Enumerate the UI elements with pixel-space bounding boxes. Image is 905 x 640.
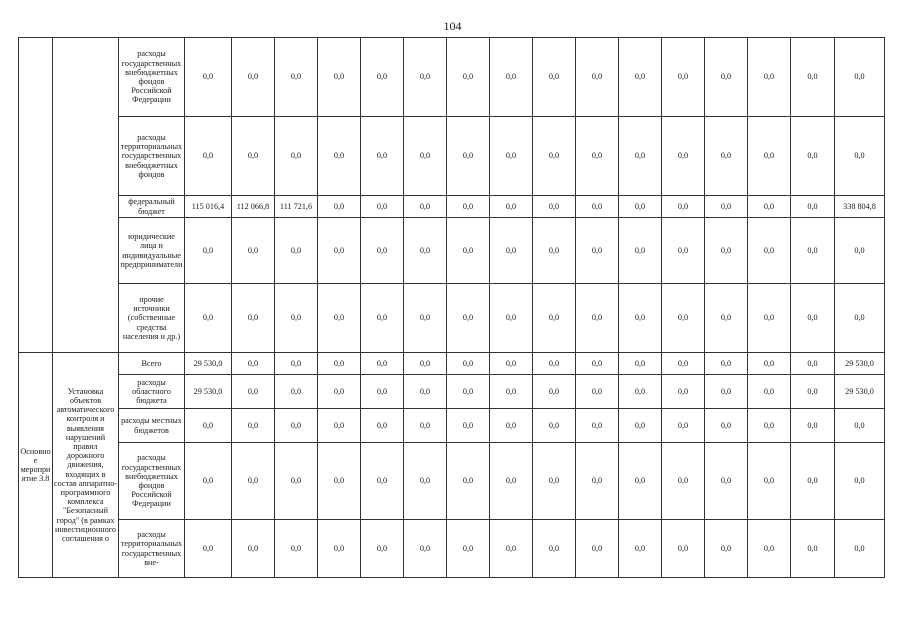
funding-source-cell: прочие источники (собственные средства населения и др.): [119, 284, 185, 353]
value-cell: 0,0: [232, 409, 275, 443]
funding-source-cell: Всего: [119, 353, 185, 375]
value-cell: 0,0: [361, 375, 404, 409]
value-cell: 0,0: [404, 117, 447, 196]
value-cell: 0,0: [185, 117, 232, 196]
value-cell: 0,0: [361, 443, 404, 520]
value-cell: 0,0: [576, 520, 619, 578]
table-row: [19, 117, 885, 196]
value-cell: 0,0: [662, 38, 705, 117]
value-cell: 0,0: [748, 443, 791, 520]
value-cell: 0,0: [361, 218, 404, 284]
value-cell: 0,0: [748, 38, 791, 117]
value-cell: 0,0: [705, 284, 748, 353]
value-cell: 0,0: [447, 353, 490, 375]
value-cell: 0,0: [576, 443, 619, 520]
value-cell: 0,0: [275, 284, 318, 353]
value-cell: 0,0: [576, 117, 619, 196]
value-cell: 0,0: [662, 520, 705, 578]
value-cell: 0,0: [619, 284, 662, 353]
measure-name-cell: [53, 38, 119, 353]
value-cell: 0,0: [447, 443, 490, 520]
value-cell: 0,0: [533, 353, 576, 375]
value-cell: 0,0: [318, 38, 361, 117]
value-cell: 0,0: [576, 218, 619, 284]
value-cell: 0,0: [361, 520, 404, 578]
page-number: 104: [443, 19, 462, 33]
value-cell: 0,0: [318, 117, 361, 196]
value-cell: 0,0: [533, 520, 576, 578]
funding-source-cell: расходы государственных внебюджетных фондов Российской Федерации: [119, 38, 185, 117]
value-cell: 0,0: [361, 196, 404, 218]
funding-source-cell: расходы государственных внебюджетных фондов Российской Федерации: [119, 443, 185, 520]
funding-source-cell: юридические лица и индивидуальные предприниматели: [119, 218, 185, 284]
value-cell: 0,0: [576, 375, 619, 409]
value-cell: 0,0: [662, 218, 705, 284]
value-cell: 0,0: [835, 409, 885, 443]
table-row: [19, 409, 885, 443]
value-cell: 0,0: [619, 196, 662, 218]
value-cell: 0,0: [232, 353, 275, 375]
value-cell: 0,0: [490, 409, 533, 443]
funding-source-cell: расходы областного бюджета: [119, 375, 185, 409]
value-cell: 0,0: [619, 375, 662, 409]
value-cell: 0,0: [447, 196, 490, 218]
value-cell: 0,0: [533, 196, 576, 218]
funding-source-cell: федеральный бюджет: [119, 196, 185, 218]
value-cell: 0,0: [318, 284, 361, 353]
value-cell: 0,0: [275, 443, 318, 520]
value-cell: 0,0: [533, 443, 576, 520]
value-cell: 0,0: [835, 520, 885, 578]
table-row: [19, 443, 885, 520]
value-cell: 115 016,4: [185, 196, 232, 218]
value-cell: 0,0: [533, 375, 576, 409]
value-cell: 0,0: [232, 375, 275, 409]
value-cell: 0,0: [748, 117, 791, 196]
value-cell: 0,0: [185, 284, 232, 353]
value-cell: 0,0: [835, 443, 885, 520]
funding-source-cell: расходы территориальных государственных вне-: [119, 520, 185, 578]
value-cell: 0,0: [404, 443, 447, 520]
value-cell: 0,0: [447, 284, 490, 353]
value-cell: 0,0: [791, 38, 835, 117]
value-cell: 0,0: [361, 409, 404, 443]
value-cell: 0,0: [361, 117, 404, 196]
measure-name-cell: Установка объектов автоматического контроля и выявления нарушений правил дорожного движения, входящих в состав аппаратно-программного комплекса "Безопасный город" (в рамках инвестиционного соглашения о: [53, 353, 119, 578]
value-cell: 0,0: [490, 284, 533, 353]
value-cell: 0,0: [619, 353, 662, 375]
value-cell: 0,0: [533, 409, 576, 443]
value-cell: 0,0: [576, 284, 619, 353]
table-row: [19, 218, 885, 284]
value-cell: 0,0: [232, 520, 275, 578]
value-cell: 0,0: [835, 284, 885, 353]
value-cell: 0,0: [275, 409, 318, 443]
value-cell: 0,0: [662, 443, 705, 520]
value-cell: 0,0: [490, 218, 533, 284]
value-cell: 0,0: [275, 353, 318, 375]
value-cell: 0,0: [791, 443, 835, 520]
value-cell: 0,0: [533, 38, 576, 117]
value-cell: 0,0: [490, 38, 533, 117]
table-row: [19, 38, 885, 117]
value-cell: 0,0: [490, 117, 533, 196]
value-cell: 0,0: [748, 353, 791, 375]
value-cell: 0,0: [318, 409, 361, 443]
value-cell: 0,0: [318, 443, 361, 520]
value-cell: 0,0: [275, 38, 318, 117]
value-cell: 0,0: [533, 218, 576, 284]
value-cell: 0,0: [275, 520, 318, 578]
funding-source-cell: расходы местных бюджетов: [119, 409, 185, 443]
value-cell: 0,0: [662, 196, 705, 218]
value-cell: 0,0: [835, 218, 885, 284]
value-cell: 0,0: [447, 375, 490, 409]
value-cell: 0,0: [748, 520, 791, 578]
value-cell: 0,0: [361, 353, 404, 375]
value-cell: 0,0: [748, 284, 791, 353]
table-row: [19, 284, 885, 353]
value-cell: 0,0: [576, 38, 619, 117]
value-cell: 0,0: [361, 38, 404, 117]
table-body: [19, 38, 885, 578]
value-cell: 0,0: [404, 375, 447, 409]
value-cell: 0,0: [185, 520, 232, 578]
value-cell: 0,0: [662, 409, 705, 443]
value-cell: 0,0: [275, 117, 318, 196]
value-cell: 0,0: [705, 409, 748, 443]
value-cell: 0,0: [619, 218, 662, 284]
value-cell: 29 530,0: [185, 353, 232, 375]
value-cell: 0,0: [447, 218, 490, 284]
value-cell: 0,0: [705, 520, 748, 578]
value-cell: 0,0: [447, 409, 490, 443]
value-cell: 0,0: [318, 218, 361, 284]
value-cell: 111 721,6: [275, 196, 318, 218]
value-cell: 0,0: [576, 409, 619, 443]
value-cell: 112 066,8: [232, 196, 275, 218]
value-cell: 29 530,0: [185, 375, 232, 409]
value-cell: 0,0: [705, 353, 748, 375]
value-cell: 0,0: [185, 443, 232, 520]
value-cell: 0,0: [705, 375, 748, 409]
value-cell: 29 530,0: [835, 375, 885, 409]
value-cell: 0,0: [791, 117, 835, 196]
value-cell: 0,0: [791, 409, 835, 443]
value-cell: 0,0: [490, 353, 533, 375]
value-cell: 0,0: [791, 520, 835, 578]
value-cell: 0,0: [835, 117, 885, 196]
value-cell: 0,0: [404, 218, 447, 284]
value-cell: 0,0: [619, 520, 662, 578]
value-cell: 0,0: [232, 38, 275, 117]
value-cell: 0,0: [748, 375, 791, 409]
value-cell: 0,0: [576, 196, 619, 218]
value-cell: 0,0: [662, 375, 705, 409]
value-cell: 0,0: [185, 409, 232, 443]
value-cell: 0,0: [318, 375, 361, 409]
value-cell: 0,0: [490, 443, 533, 520]
funding-source-cell: расходы территориальных государственных внебюджетных фондов: [119, 117, 185, 196]
value-cell: 0,0: [232, 443, 275, 520]
value-cell: 0,0: [705, 196, 748, 218]
value-cell: 0,0: [232, 284, 275, 353]
value-cell: 0,0: [318, 196, 361, 218]
value-cell: 0,0: [748, 196, 791, 218]
value-cell: 0,0: [533, 284, 576, 353]
value-cell: 0,0: [791, 375, 835, 409]
value-cell: 0,0: [490, 375, 533, 409]
value-cell: 0,0: [404, 520, 447, 578]
value-cell: 0,0: [533, 117, 576, 196]
value-cell: 0,0: [705, 38, 748, 117]
value-cell: 0,0: [705, 218, 748, 284]
value-cell: 0,0: [404, 284, 447, 353]
table-row: [19, 196, 885, 218]
value-cell: 0,0: [447, 117, 490, 196]
value-cell: 0,0: [185, 38, 232, 117]
budget-table: [18, 37, 885, 578]
value-cell: 0,0: [791, 284, 835, 353]
table-row: [19, 353, 885, 375]
value-cell: 29 530,0: [835, 353, 885, 375]
value-cell: 0,0: [619, 409, 662, 443]
value-cell: 0,0: [490, 196, 533, 218]
value-cell: 0,0: [404, 38, 447, 117]
value-cell: 0,0: [232, 218, 275, 284]
table-row: [19, 520, 885, 578]
value-cell: 0,0: [619, 38, 662, 117]
value-cell: 0,0: [748, 409, 791, 443]
value-cell: 0,0: [619, 117, 662, 196]
value-cell: 0,0: [318, 353, 361, 375]
value-cell: 0,0: [662, 117, 705, 196]
value-cell: 0,0: [404, 196, 447, 218]
value-cell: 0,0: [835, 38, 885, 117]
value-cell: 338 804,8: [835, 196, 885, 218]
value-cell: 0,0: [447, 520, 490, 578]
value-cell: 0,0: [705, 443, 748, 520]
value-cell: 0,0: [447, 38, 490, 117]
value-cell: 0,0: [361, 284, 404, 353]
value-cell: 0,0: [490, 520, 533, 578]
measure-label-cell: [19, 38, 53, 353]
value-cell: 0,0: [275, 218, 318, 284]
value-cell: 0,0: [748, 218, 791, 284]
value-cell: 0,0: [275, 375, 318, 409]
value-cell: 0,0: [576, 353, 619, 375]
value-cell: 0,0: [232, 117, 275, 196]
value-cell: 0,0: [404, 353, 447, 375]
value-cell: 0,0: [662, 284, 705, 353]
value-cell: 0,0: [705, 117, 748, 196]
value-cell: 0,0: [185, 218, 232, 284]
value-cell: 0,0: [791, 196, 835, 218]
value-cell: 0,0: [791, 218, 835, 284]
value-cell: 0,0: [404, 409, 447, 443]
measure-label-cell: Основное мероприятие 3.8: [19, 353, 53, 578]
value-cell: 0,0: [791, 353, 835, 375]
value-cell: 0,0: [619, 443, 662, 520]
value-cell: 0,0: [662, 353, 705, 375]
value-cell: 0,0: [318, 520, 361, 578]
table-row: [19, 375, 885, 409]
